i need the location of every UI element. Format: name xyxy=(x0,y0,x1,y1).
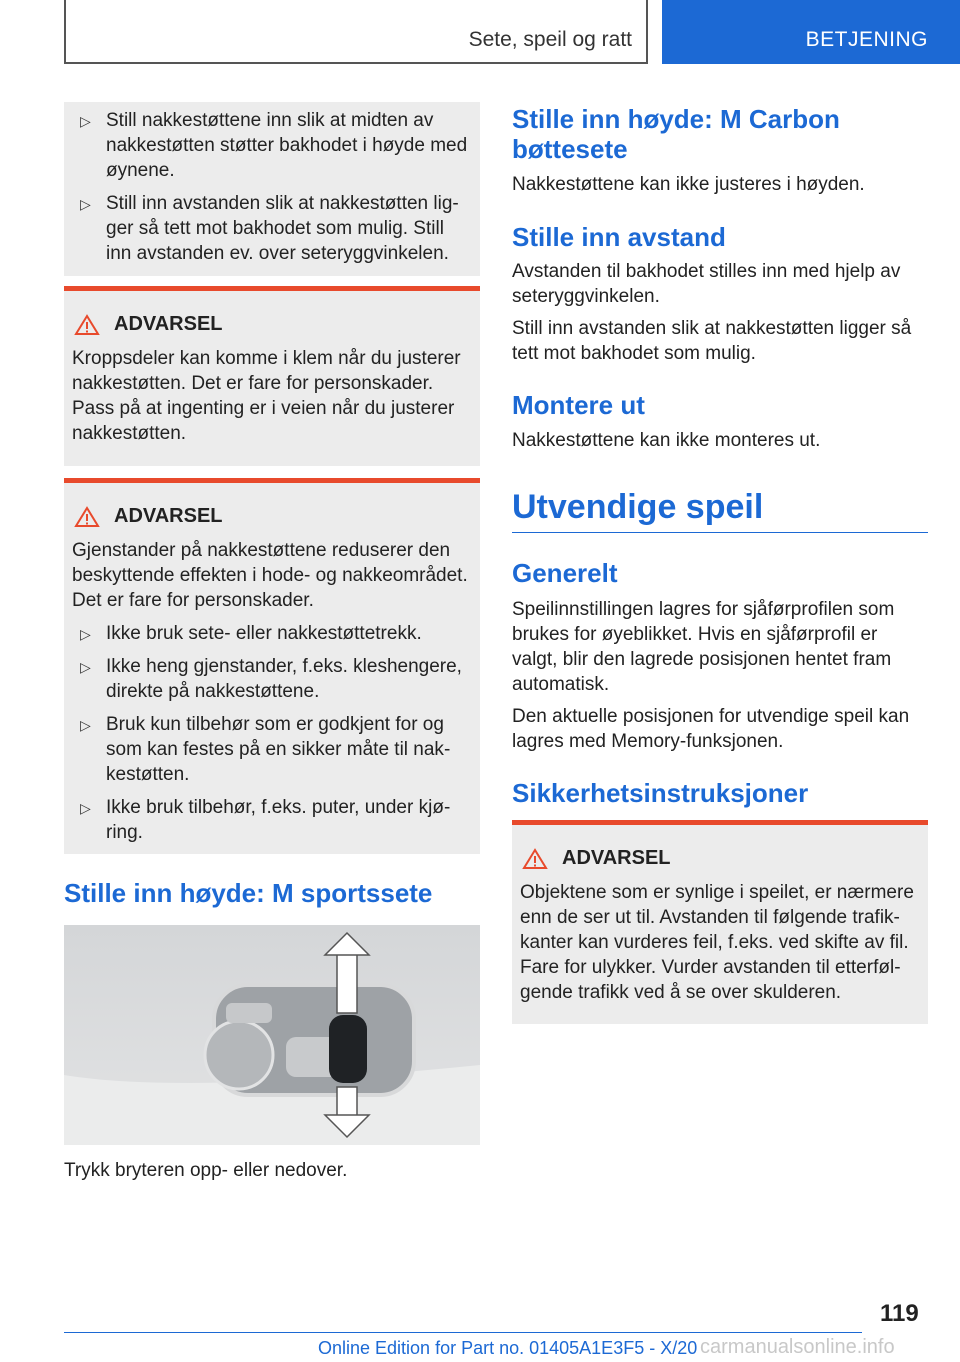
header-chapter-title: BETJENING xyxy=(805,28,928,51)
triangle-bullet-icon: ▷ xyxy=(80,800,91,816)
instruction-box xyxy=(64,102,480,276)
warning-title: ADVARSEL xyxy=(72,313,474,336)
warning-triangle-icon xyxy=(522,848,548,870)
text-general-1: Speilinnstillingen lagres for sjåførprofilen som brukes for øyeblikket. Hvis en sjåførprofil er valgt, blir den lagrede posisjonen hentet fram automatisk. xyxy=(512,599,895,695)
warning-box-2 xyxy=(64,478,480,854)
warning-text: Kroppsdeler kan komme i klem når du justerer nakkestøtten. Det er fare for personskader. Pass på at ingenting er i veien når du justerer nakkestøtten. xyxy=(72,348,461,444)
footer-rule xyxy=(64,1332,862,1333)
footer-edition: Online Edition for Part no. 01405A1E3F5 - X/20 xyxy=(318,1338,698,1358)
header-section-box xyxy=(64,0,648,64)
warning-text: Gjenstander på nakkestøttene reduserer den beskyttende effekten i hode- og nakkeområdet. Det er fare for personskader. xyxy=(72,540,468,611)
warning-title: ADVARSEL xyxy=(520,847,922,870)
triangle-bullet-icon: ▷ xyxy=(80,113,91,129)
list-item: ▷ Still nakkestøttene inn slik at midten av nakkestøtten støtter bakhodet i høyde med øynene. xyxy=(80,110,468,181)
list-item: ▷ Bruk kun tilbehør som er godkjent for og som kan festes på en sikker måte til nakkestøtten. xyxy=(80,714,451,785)
heading-general: Generelt xyxy=(512,558,618,588)
text-carbon: Nakkestøttene kan ikke justeres i høyden. xyxy=(512,174,865,195)
warning-box-3 xyxy=(512,820,928,1024)
heading-distance: Stille inn avstand xyxy=(512,222,726,252)
warning-box-1 xyxy=(64,286,480,466)
triangle-bullet-icon: ▷ xyxy=(80,626,91,642)
warning-text: Objektene som er synlige i speilet, er nærmere enn de ser ut til. Avstanden til følgende trafikkanter kan vurderes feil, f.eks. ved skifte av fil. Fare for ulykker. Vurder avstanden til etterfølgende trafikk ved å se over skulderen. xyxy=(520,882,914,1003)
warning-title: ADVARSEL xyxy=(72,505,474,528)
text-distance-1: Avstanden til bakhodet stilles inn med hjelp av seteryggvinkelen. xyxy=(512,261,901,307)
list-item: ▷ Ikke bruk tilbehør, f.eks. puter, under kjøring. xyxy=(80,797,451,843)
list-item: ▷ Ikke bruk sete- eller nakkestøttetrekk. xyxy=(64,621,474,646)
text-distance-2: Still inn avstanden slik at nakkestøtten ligger så tett mot bakhodet som mulig. xyxy=(512,318,912,364)
warning-list xyxy=(64,621,474,845)
header-section-title: Sete, speil og ratt xyxy=(468,28,632,51)
warning-triangle-icon xyxy=(74,506,100,528)
photo-caption: Trykk bryteren opp- eller nedover. xyxy=(64,1160,348,1181)
text-general-2: Den aktuelle posisjonen for utvendige speil kan lagres med Memory-funksjonen. xyxy=(512,706,910,752)
header-chapter-box xyxy=(662,0,960,64)
triangle-bullet-icon: ▷ xyxy=(80,717,91,733)
warning-triangle-icon xyxy=(74,314,100,336)
watermark: carmanualsonline.info xyxy=(700,1336,895,1358)
list-item: ▷ Ikke heng gjenstander, f.eks. kleshengere, direkte på nakkestøttene. xyxy=(80,656,462,702)
heading-safety: Sikkerhetsinstruksjoner xyxy=(512,778,809,808)
triangle-bullet-icon: ▷ xyxy=(80,196,91,212)
list-item: ▷ Still inn avstanden slik at nakkestøtten ligger så tett mot bakhodet som mulig. Still inn avstanden ev. over seteryggvinkelen. xyxy=(80,193,459,264)
heading-exterior-mirrors: Utvendige speil xyxy=(512,488,764,526)
heading-sport-seat: Stille inn høyde: M sportssete xyxy=(64,878,433,908)
page-number: 119 xyxy=(880,1300,919,1327)
heading-carbon-seat: Stille inn høyde: M Carbon bøttesete xyxy=(512,104,840,164)
heading-rule xyxy=(512,532,928,533)
seat-switch-photo xyxy=(64,925,480,1145)
triangle-bullet-icon: ▷ xyxy=(80,659,91,675)
instruction-list xyxy=(64,108,472,266)
heading-remove: Montere ut xyxy=(512,390,645,420)
text-remove: Nakkestøttene kan ikke monteres ut. xyxy=(512,430,821,451)
